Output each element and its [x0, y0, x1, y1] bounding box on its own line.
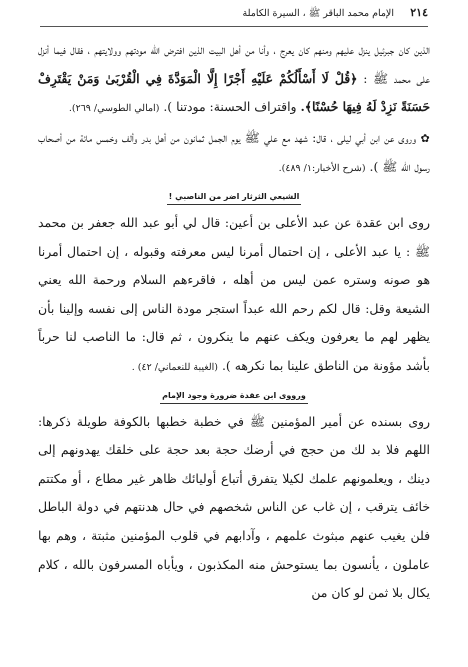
- paragraph-1: [38, 36, 430, 124]
- page-number: ٢١٤: [410, 6, 428, 19]
- page-body: [38, 36, 430, 657]
- header-rule: [40, 26, 428, 27]
- paragraph-2: [38, 124, 430, 184]
- paragraph-4-text: روى بسنده عن أمير المؤمنين ﷺ في خطبة خطبها بالكوفة طويلة ذكرها: اللهم فلا بد لك من حجج في أرضك حجة بعد حجة على خلقك يهدونهم إلى دينك ، ويعلمونهم علمك لكيلا يتفرق أتباع أوليائك ظاهر غير مطاع ، أو مكتتم خائف يترقب ، إن غاب عن الناس شخصهم في حال هدنتهم في دولة الباطل فلن يغيب عنهم مبثوث علمهم ، وآدابهم في قلوب المؤمنين مثبتة ، وهم بها عاملون ، يأنسون بما يستوحش منه المكذبون ، ويأباه المسرفون بالله ، كلام يكال بلا ثمن لو كان من: [38, 413, 430, 601]
- citation-1: (امالي الطوسي/ ٢٦٩).: [68, 103, 160, 115]
- running-title: الإمام محمد الباقر ﷺ ، السيرة الكاملة: [242, 8, 394, 19]
- section-heading-2: ورووى ابن عقدة ضرورة وجود الإمام: [38, 389, 430, 404]
- paragraph-3: [38, 209, 430, 383]
- citation-3: (الغيبة للنعماني/ ٤٢) .: [131, 361, 219, 373]
- paragraph-1-text-b: واقتراف الحسنة: مودتنا ).: [163, 99, 297, 115]
- page-header: [40, 6, 428, 24]
- quran-verse: ﴿قُلْ لَا أَسْأَلُكُمْ عَلَيْهِ أَجْرًا إِلَّا الْمَوَدَّةَ فِي الْقُرْبَىٰ وَمَنْ يَقْتَرِفْ حَسَنَةً نَزِدْ لَهُ فِيهَا حُسْنًا﴾.: [38, 70, 430, 115]
- flower-bullet-icon: ✿: [420, 131, 431, 145]
- paragraph-1-text-a: الذين كان جبرئيل ينزل عليهم ومنهم كان يعرج ، وأنا من أهل البيت الذين افترض الله مودتهم وولايتهم ، فقال فيما أنزل على محمد ﷺ :: [38, 42, 430, 86]
- citation-2: (شرح الأخبار:١/ ٤٨٩).: [278, 163, 366, 175]
- paragraph-2-text: وروى عن ابن أبي ليلى ، قال: شهد مع علي ﷺ يوم الجمل ثمانون من أهل بدر وألف وخمس مائة من أصحاب رسول الله ﷺ ).: [38, 129, 430, 175]
- paragraph-3-text: روى ابن عقدة عن عبد الأعلى بن أعين: قال لي أبو عبد الله جعفر بن محمد ﷺ : يا عبد الأعلى ، إن احتمال أمرنا ليس معرفته وقبوله ، إن احتمال أمرنا هو صونه وستره عمن ليس من أهله ، فاقرءهم السلام ورحمة الله يعني الشيعة وقل: قال لكم رحم الله عبداً استجر مودة الناس إلى نفسه وإلينا بأن يظهر لهم ما يعرفون ويكف عنهم ما ينكرون ، ثم قال: ما الناصب لنا حرباً بأشد مؤونة من الناطق علينا بما نكرهه ).: [38, 214, 430, 373]
- paragraph-4: [38, 408, 430, 608]
- section-heading-1: الشيعي الثرثار اضر من الناصبي !: [38, 190, 430, 205]
